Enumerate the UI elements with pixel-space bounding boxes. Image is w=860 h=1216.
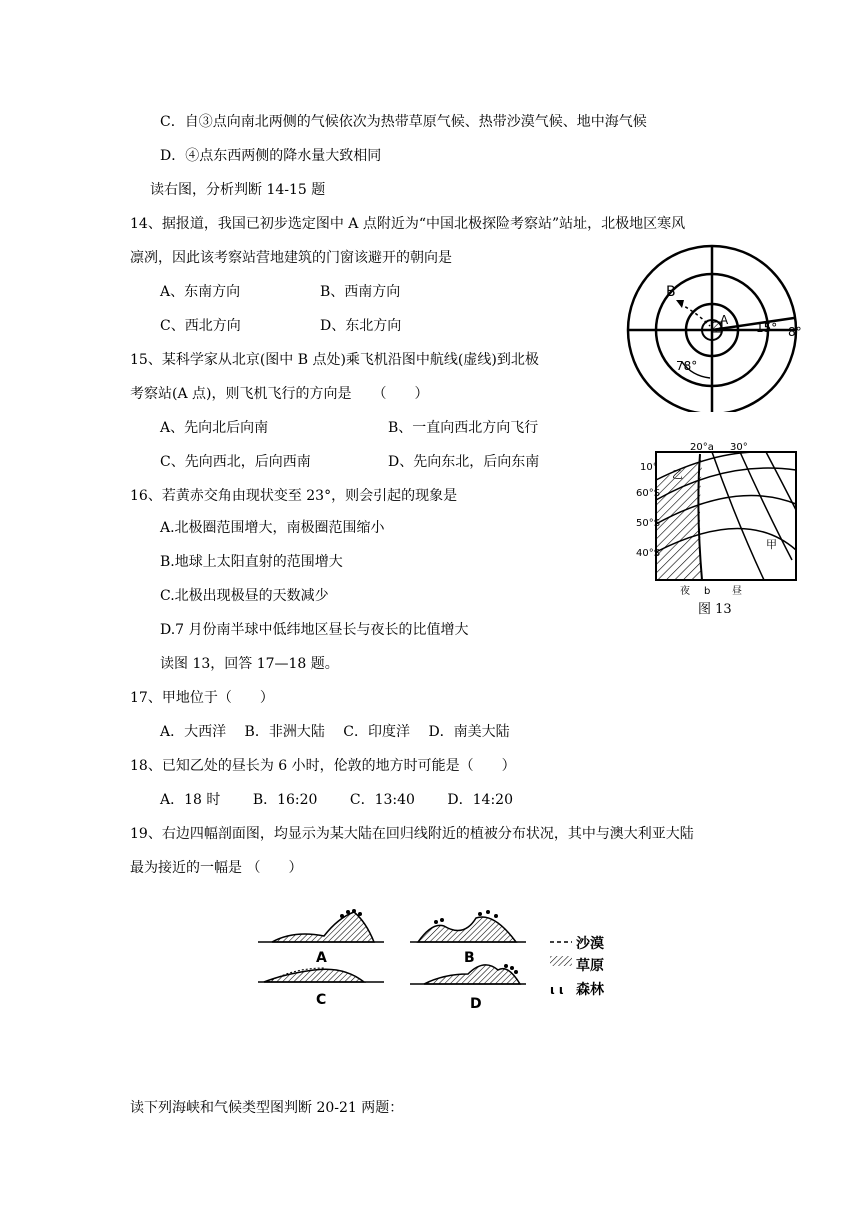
svg-text:ι ι: ι ι	[550, 983, 564, 997]
q15-option-b: B、一直向西北方向飞行	[388, 420, 539, 436]
q16-option-d: D.7 月份南半球中低纬地区昼长与夜长的比值增大	[160, 622, 469, 638]
option-c-text: C．自③点向南北两侧的气候依次为热带草原气候、热带沙漠气候、地中海气候	[160, 114, 647, 130]
question-15-line1: 15、某科学家从北京(图中 B 点处)乘飞机沿图中航线(虚线)到北极	[130, 352, 539, 368]
profile-b	[410, 910, 526, 966]
q15-option-d: D、先向东北，后向东南	[388, 454, 540, 470]
label-night: 夜	[680, 586, 690, 597]
lon-10-label: 10°	[640, 462, 658, 473]
label-profile-a: A	[316, 950, 327, 966]
label-b-lower: b	[704, 586, 711, 597]
polar-projection-figure	[620, 212, 810, 412]
legend-forest: 森林	[576, 982, 604, 998]
q16-option-c: C.北极出现极昼的天数减少	[160, 588, 329, 604]
lon-30-label: 30°	[730, 442, 748, 453]
question-19-line1: 19、右边四幅剖面图，均显示为某大陆在回归线附近的植被分布状况，其中与澳大利亚大陆	[130, 826, 694, 842]
question-15-line2: 考察站(A 点)，则飞机飞行的方向是 （ ）	[130, 386, 429, 402]
q16-option-a: A.北极圈范围增大，南极圈范围缩小	[160, 520, 385, 536]
question-14-line2: 凛冽，因此该考察站营地建筑的门窗该避开的朝向是	[130, 250, 452, 266]
profile-a	[258, 909, 384, 966]
lon-20-label: 20°a	[690, 442, 714, 453]
label-15deg: 15°	[756, 321, 778, 335]
label-profile-c: C	[316, 992, 327, 1008]
label-profile-d: D	[470, 996, 482, 1012]
option-d-text: D．④点东西两侧的降水量大致相同	[160, 148, 382, 164]
question-18: 18、已知乙处的昼长为 6 小时，伦敦的地方时可能是（ ）	[130, 758, 516, 774]
q15-option-a: A、先向北后向南	[160, 420, 269, 436]
q17-options: A．大西洋 B．非洲大陆 C．印度洋 D．南美大陆	[160, 724, 510, 740]
label-profile-b: B	[464, 950, 475, 966]
question-19-line2: 最为接近的一幅是 （ ）	[130, 860, 303, 876]
q16-option-b: B.地球上太阳直射的范围增大	[160, 554, 343, 570]
label-yi: 乙	[672, 468, 683, 481]
figure-13-caption: 图 13	[698, 602, 732, 617]
legend-grassland: 草原	[576, 958, 604, 974]
figure-13	[636, 440, 806, 600]
label-a: A	[720, 313, 729, 327]
q14-option-b: B、西南方向	[320, 284, 401, 300]
lat-40-label: 40°S	[636, 548, 661, 559]
profile-d	[410, 964, 526, 1012]
label-jia: 甲	[766, 538, 777, 551]
instruction-20-21: 读下列海峡和气候类型图判断 20-21 两题：	[130, 1100, 404, 1116]
question-16: 16、若黄赤交角由现状变至 23°，则会引起的现象是	[130, 488, 458, 504]
q14-option-a: A、东南方向	[160, 284, 241, 300]
flight-route	[680, 304, 710, 326]
q18-options: A．18 时 B．16:20 C．13:40 D．14:20	[160, 792, 513, 808]
q14-option-d: D、东北方向	[320, 318, 402, 334]
lat-60-label: 60°S	[636, 488, 661, 499]
label-day: 昼	[732, 586, 742, 597]
instruction-14-15: 读右图，分析判断 14-15 题	[150, 182, 326, 198]
q15-option-c: C、先向西北，后向西南	[160, 454, 311, 470]
question-14-line1: 14、据报道，我国已初步选定图中 A 点附近为“中国北极探险考察站”站址，北极地区寒风	[130, 216, 686, 232]
q14-option-c: C、西北方向	[160, 318, 241, 334]
instruction-17-18: 读图 13，回答 17—18 题。	[160, 656, 339, 672]
vegetation-legend	[550, 935, 605, 998]
label-b: B	[666, 284, 676, 300]
point-b-marker	[676, 300, 684, 308]
label-edge-deg: 8°	[788, 325, 802, 339]
question-17: 17、甲地位于（ ）	[130, 690, 274, 706]
lat-50-label: 50°S	[636, 518, 661, 529]
label-78deg: 78°	[676, 359, 698, 373]
profile-c	[258, 968, 384, 1008]
vegetation-profile-figure	[254, 908, 624, 1012]
legend-desert: 沙漠	[576, 936, 604, 952]
